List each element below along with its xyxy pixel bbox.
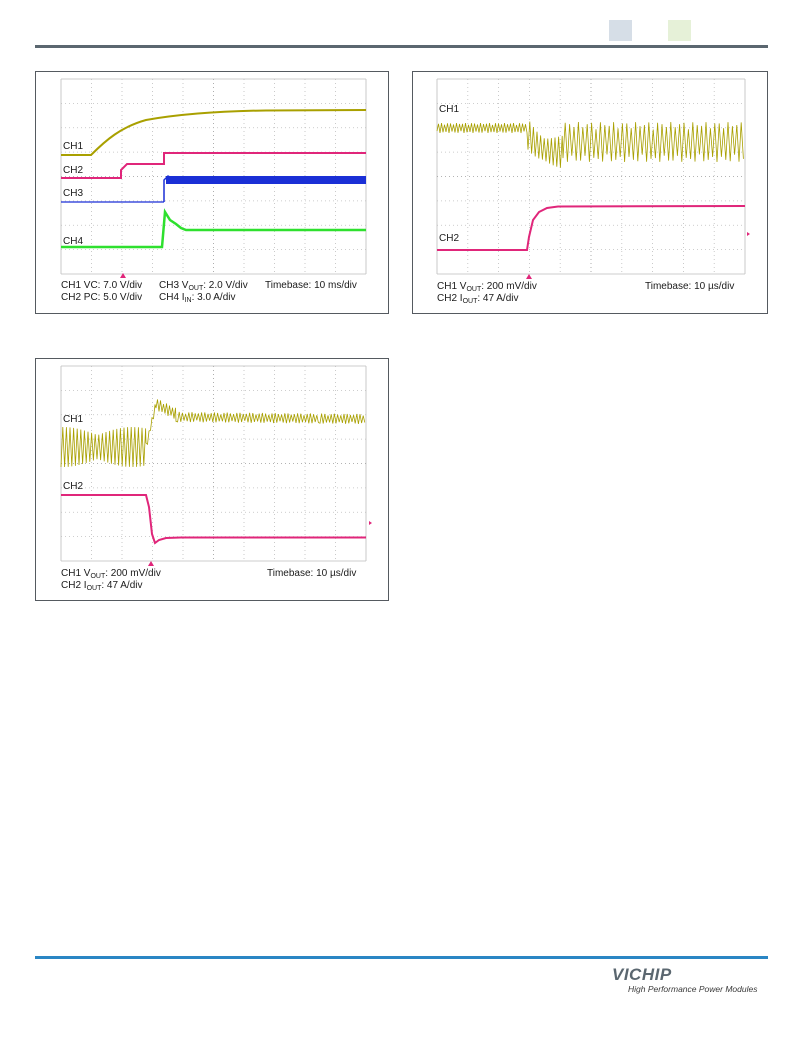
caption-ch1-scale: CH1 VC: 7.0 V/div [61, 280, 143, 291]
trace-label-ch4: CH4 [63, 236, 84, 247]
caption-ch3-scale [159, 280, 248, 292]
caption-subscript: OUT [90, 573, 106, 580]
ch2-trace [61, 153, 366, 178]
caption-ch2-scale: CH2 PC: 5.0 V/div [61, 292, 143, 303]
trace-label-ch2: CH2 [63, 481, 84, 492]
ch1-trace [61, 399, 365, 467]
ch1-trace [61, 110, 366, 155]
trace-label-ch2: CH2 [439, 233, 460, 244]
ch1-trace [437, 122, 743, 168]
trigger-marker [526, 274, 532, 279]
caption-text: : 3.0 A/div [191, 292, 236, 303]
scope2-screen [413, 72, 767, 313]
scope-grid [437, 79, 745, 274]
scope1-screen [36, 72, 388, 313]
trigger-marker [148, 561, 154, 566]
ch3-trace [166, 176, 366, 184]
caption-text: : 200 mV/div [105, 568, 161, 579]
caption-text: CH1 V [61, 568, 91, 579]
caption-ch4-scale [159, 292, 235, 304]
scope-capture-load-step-up [412, 71, 768, 314]
trace-label-ch1: CH1 [63, 141, 84, 152]
trace-label-ch1: CH1 [439, 104, 460, 115]
caption-text: : 2.0 V/div [203, 280, 248, 291]
trace-label-ch3: CH3 [63, 188, 84, 199]
header-tab-box [609, 20, 632, 41]
ch2-offscale-marker [747, 232, 750, 236]
caption-ch1-scale [61, 568, 161, 580]
logo-text: VICHIP [612, 965, 672, 984]
scope3-screen [36, 359, 388, 600]
caption-subscript: OUT [462, 298, 478, 305]
caption-subscript: IN [184, 297, 192, 304]
caption-text: : 47 A/div [477, 293, 519, 304]
footer-tagline: High Performance Power Modules [628, 984, 758, 994]
caption-timebase: Timebase: 10 ms/div [265, 280, 357, 291]
caption-text: : 47 A/div [101, 580, 143, 591]
caption-timebase: Timebase: 10 µs/div [267, 568, 357, 579]
caption-text: CH3 V [159, 280, 189, 291]
header-tab-box [668, 20, 691, 41]
caption-text: CH4 I [159, 292, 185, 303]
caption-text: CH1 V [437, 281, 467, 292]
scope-grid [61, 366, 366, 561]
trace-label-ch2: CH2 [63, 165, 84, 176]
vichip-logo [612, 964, 702, 984]
caption-ch2-scale [437, 293, 518, 305]
scope-capture-startup [35, 71, 389, 314]
caption-text: CH2 I [61, 580, 87, 591]
caption-ch1-scale [437, 281, 537, 293]
ch4-trace [61, 212, 366, 247]
header-rule [35, 45, 768, 48]
caption-subscript: OUT [86, 585, 102, 592]
footer-rule [35, 956, 768, 959]
caption-text: CH2 I [437, 293, 463, 304]
trace-label-ch1: CH1 [63, 414, 84, 425]
caption-ch2-scale [61, 580, 142, 592]
caption-timebase: Timebase: 10 µs/div [645, 281, 735, 292]
caption-subscript: OUT [466, 286, 482, 293]
caption-subscript: OUT [188, 285, 204, 292]
scope-capture-load-step-down [35, 358, 389, 601]
ch2-offscale-marker [369, 521, 372, 525]
caption-text: : 200 mV/div [481, 281, 537, 292]
